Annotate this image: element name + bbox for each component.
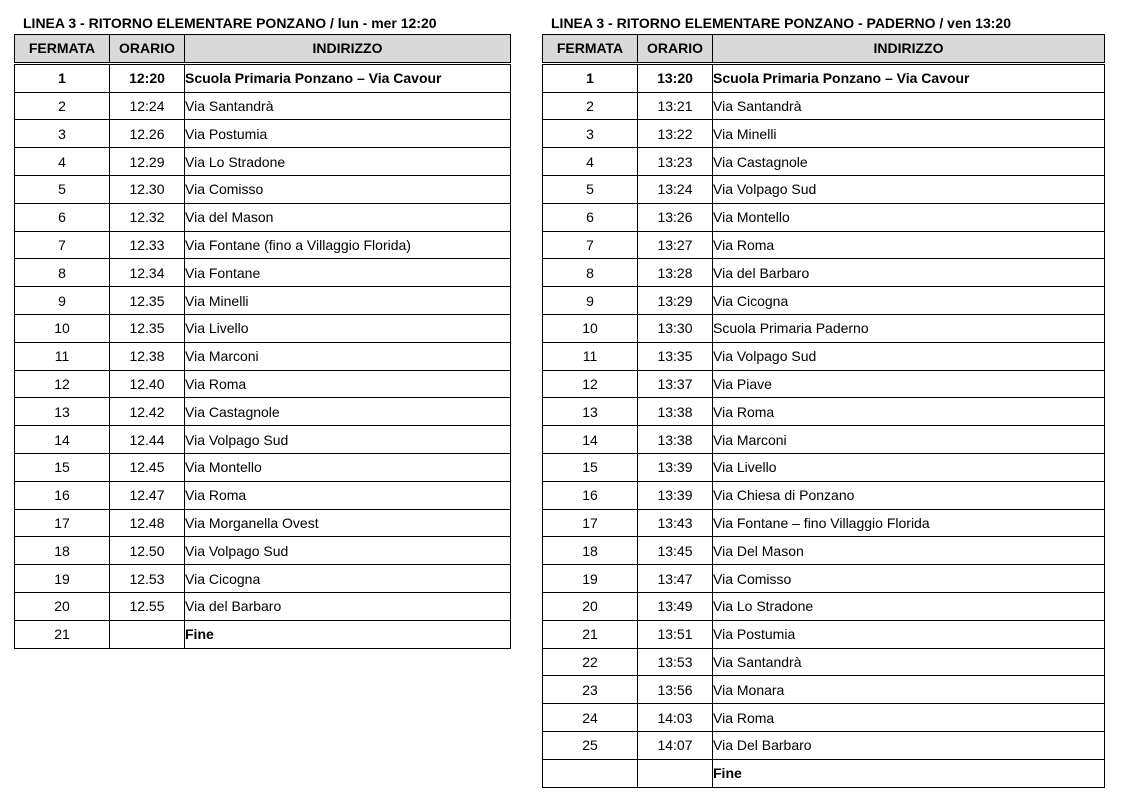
table-row: [15, 537, 511, 565]
stop-time: 12.35: [110, 287, 185, 315]
stop-address: Via Livello: [713, 453, 1105, 481]
stop-time: 13:56: [638, 676, 713, 704]
stop-time: [638, 759, 713, 787]
stop-time: 14:07: [638, 731, 713, 759]
table-row: [543, 287, 1105, 315]
stop-address: Scuola Primaria Ponzano – Via Cavour: [185, 63, 511, 92]
stop-number: 2: [15, 92, 110, 120]
table-row: [543, 592, 1105, 620]
schedule-monday-wednesday: [14, 12, 511, 649]
stop-number: 7: [15, 231, 110, 259]
stop-address: Via Marconi: [713, 426, 1105, 454]
stop-time: 12.33: [110, 231, 185, 259]
stop-address: Via Roma: [713, 231, 1105, 259]
stop-number: 4: [543, 148, 638, 176]
stop-number: 3: [543, 120, 638, 148]
table-row: [15, 426, 511, 454]
table-row: [15, 398, 511, 426]
stop-time: 13:35: [638, 342, 713, 370]
table-row: [15, 63, 511, 92]
stop-time: 13:21: [638, 92, 713, 120]
table-row: [543, 481, 1105, 509]
stop-number: 8: [15, 259, 110, 287]
stop-number: 16: [15, 481, 110, 509]
stop-number: 14: [543, 426, 638, 454]
stop-address: Via del Barbaro: [185, 592, 511, 620]
stop-time: 13:43: [638, 509, 713, 537]
stop-address: Via Volpago Sud: [185, 537, 511, 565]
table-row: [543, 453, 1105, 481]
table-row: [543, 704, 1105, 732]
stop-number: 2: [543, 92, 638, 120]
stop-number: 19: [543, 565, 638, 593]
stop-address: Via Cicogna: [185, 565, 511, 593]
stop-address: Via Minelli: [713, 120, 1105, 148]
stop-number: 14: [15, 426, 110, 454]
stop-number: [543, 759, 638, 787]
table-row: [543, 565, 1105, 593]
header-row: [543, 35, 1105, 64]
table-row: [543, 509, 1105, 537]
table-row: [543, 426, 1105, 454]
stop-number: 1: [543, 63, 638, 92]
table-row: [15, 231, 511, 259]
stop-time: 12.44: [110, 426, 185, 454]
stop-address: Fine: [713, 759, 1105, 787]
stop-time: 12.26: [110, 120, 185, 148]
table-row: [15, 203, 511, 231]
stop-time: 12.30: [110, 175, 185, 203]
stop-number: 9: [15, 287, 110, 315]
stop-address: Via Del Mason: [713, 537, 1105, 565]
stop-time: 13:37: [638, 370, 713, 398]
table-row: [15, 592, 511, 620]
stop-time: 12.35: [110, 314, 185, 342]
table-row: [543, 731, 1105, 759]
stop-number: 7: [543, 231, 638, 259]
stop-address: Via Castagnole: [185, 398, 511, 426]
stop-address: Via Comisso: [713, 565, 1105, 593]
timetable-body: [15, 63, 511, 648]
table-row: [543, 92, 1105, 120]
stop-time: 12.38: [110, 342, 185, 370]
table-row: [543, 175, 1105, 203]
stop-time: 13:39: [638, 481, 713, 509]
stop-address: Via Roma: [713, 398, 1105, 426]
table-row: [15, 148, 511, 176]
schedule-title: LINEA 3 - RITORNO ELEMENTARE PONZANO / lun - mer 12:20: [23, 15, 437, 31]
stop-number: 13: [15, 398, 110, 426]
stop-address: Via Postumia: [185, 120, 511, 148]
table-row: [543, 231, 1105, 259]
stop-number: 18: [543, 537, 638, 565]
stop-time: 13:39: [638, 453, 713, 481]
stop-number: 21: [543, 620, 638, 648]
stop-address: Via Volpago Sud: [713, 175, 1105, 203]
stop-address: Via Santandrà: [713, 648, 1105, 676]
stop-time: 13:26: [638, 203, 713, 231]
column-header-stop: FERMATA: [15, 35, 110, 64]
stop-time: 12.55: [110, 592, 185, 620]
stop-number: 15: [543, 453, 638, 481]
stop-time: 12:24: [110, 92, 185, 120]
stop-time: 13:28: [638, 259, 713, 287]
stop-time: 12.42: [110, 398, 185, 426]
stop-address: Scuola Primaria Paderno: [713, 314, 1105, 342]
stop-time: 13:47: [638, 565, 713, 593]
stop-time: 13:24: [638, 175, 713, 203]
table-row: [15, 342, 511, 370]
stop-time: 12:20: [110, 63, 185, 92]
stop-address: Scuola Primaria Ponzano – Via Cavour: [713, 63, 1105, 92]
table-row: [543, 398, 1105, 426]
stop-number: 12: [543, 370, 638, 398]
stop-number: 16: [543, 481, 638, 509]
table-row: [15, 314, 511, 342]
stop-address: Via Montello: [185, 453, 511, 481]
table-row: [15, 481, 511, 509]
stop-address: Via Montello: [713, 203, 1105, 231]
stop-time: 12.40: [110, 370, 185, 398]
schedule-friday: [542, 12, 1105, 788]
stop-time: 13:23: [638, 148, 713, 176]
stop-time: 13:38: [638, 426, 713, 454]
stop-address: Via Fontane: [185, 259, 511, 287]
stop-address: Via Roma: [185, 370, 511, 398]
timetable: [14, 34, 511, 649]
stop-time: 12.48: [110, 509, 185, 537]
timetable: [542, 34, 1105, 788]
stop-address: Via Volpago Sud: [185, 426, 511, 454]
table-row: [543, 648, 1105, 676]
stop-time: 13:20: [638, 63, 713, 92]
stop-number: 3: [15, 120, 110, 148]
stop-address: Via Volpago Sud: [713, 342, 1105, 370]
stop-time: 12.47: [110, 481, 185, 509]
stop-address: Via Cicogna: [713, 287, 1105, 315]
stop-number: 5: [15, 175, 110, 203]
table-row: [543, 537, 1105, 565]
stop-address: Via Postumia: [713, 620, 1105, 648]
stop-address: Via Chiesa di Ponzano: [713, 481, 1105, 509]
stop-number: 12: [15, 370, 110, 398]
column-header-address: INDIRIZZO: [713, 35, 1105, 64]
stop-address: Via Minelli: [185, 287, 511, 315]
stop-number: 10: [543, 314, 638, 342]
column-header-time: ORARIO: [110, 35, 185, 64]
stop-address: Via Santandrà: [713, 92, 1105, 120]
stop-number: 21: [15, 620, 110, 648]
stop-time: 12.45: [110, 453, 185, 481]
table-row: [543, 63, 1105, 92]
table-row: [15, 287, 511, 315]
stop-number: 23: [543, 676, 638, 704]
stop-time: 14:03: [638, 704, 713, 732]
stop-time: 13:22: [638, 120, 713, 148]
stop-number: 17: [15, 509, 110, 537]
stop-number: 25: [543, 731, 638, 759]
stop-address: Via Morganella Ovest: [185, 509, 511, 537]
stop-address: Via Fontane – fino Villaggio Florida: [713, 509, 1105, 537]
table-row: [15, 259, 511, 287]
stop-number: 13: [543, 398, 638, 426]
stop-time: 12.34: [110, 259, 185, 287]
stop-number: 17: [543, 509, 638, 537]
stop-time: 13:53: [638, 648, 713, 676]
stop-time: 12.53: [110, 565, 185, 593]
stop-number: 5: [543, 175, 638, 203]
stop-address: Via Lo Stradone: [713, 592, 1105, 620]
table-row: [543, 620, 1105, 648]
stop-time: 13:45: [638, 537, 713, 565]
stop-address: Via Lo Stradone: [185, 148, 511, 176]
stop-number: 6: [543, 203, 638, 231]
stop-number: 1: [15, 63, 110, 92]
stop-address: Via Marconi: [185, 342, 511, 370]
table-row: [543, 370, 1105, 398]
stop-time: 12.50: [110, 537, 185, 565]
stop-number: 9: [543, 287, 638, 315]
column-header-address: INDIRIZZO: [185, 35, 511, 64]
table-row: [15, 509, 511, 537]
stop-number: 11: [543, 342, 638, 370]
table-row: [15, 453, 511, 481]
table-row: [543, 314, 1105, 342]
table-row: [543, 342, 1105, 370]
stop-address: Via del Barbaro: [713, 259, 1105, 287]
stop-time: 13:49: [638, 592, 713, 620]
stop-number: 11: [15, 342, 110, 370]
stop-address: Via Comisso: [185, 175, 511, 203]
table-row: [543, 203, 1105, 231]
stop-address: Fine: [185, 620, 511, 648]
column-header-time: ORARIO: [638, 35, 713, 64]
table-row: [15, 565, 511, 593]
stop-number: 24: [543, 704, 638, 732]
stop-number: 6: [15, 203, 110, 231]
stop-address: Via Santandrà: [185, 92, 511, 120]
stop-number: 10: [15, 314, 110, 342]
table-row: [543, 148, 1105, 176]
stop-address: Via Fontane (fino a Villaggio Florida): [185, 231, 511, 259]
stop-time: 12.29: [110, 148, 185, 176]
timetable-body: [543, 63, 1105, 787]
stop-address: Via Piave: [713, 370, 1105, 398]
stop-number: 22: [543, 648, 638, 676]
table-row: [543, 259, 1105, 287]
table-row: [15, 120, 511, 148]
stop-number: 8: [543, 259, 638, 287]
table-row: [543, 759, 1105, 787]
table-row: [15, 620, 511, 648]
stop-time: 13:38: [638, 398, 713, 426]
stop-time: 12.32: [110, 203, 185, 231]
stop-number: 19: [15, 565, 110, 593]
stop-time: [110, 620, 185, 648]
stop-address: Via Roma: [185, 481, 511, 509]
stop-number: 20: [543, 592, 638, 620]
stop-number: 20: [15, 592, 110, 620]
stop-time: 13:29: [638, 287, 713, 315]
schedule-title: LINEA 3 - RITORNO ELEMENTARE PONZANO - PADERNO / ven 13:20: [551, 15, 1011, 31]
table-row: [543, 676, 1105, 704]
stop-time: 13:27: [638, 231, 713, 259]
stop-address: Via Monara: [713, 676, 1105, 704]
stop-number: 15: [15, 453, 110, 481]
stop-number: 18: [15, 537, 110, 565]
stop-number: 4: [15, 148, 110, 176]
table-row: [15, 370, 511, 398]
stop-address: Via Roma: [713, 704, 1105, 732]
stop-time: 13:51: [638, 620, 713, 648]
stop-address: Via del Mason: [185, 203, 511, 231]
stop-address: Via Del Barbaro: [713, 731, 1105, 759]
header-row: [15, 35, 511, 64]
table-row: [15, 92, 511, 120]
stop-address: Via Castagnole: [713, 148, 1105, 176]
stop-time: 13:30: [638, 314, 713, 342]
table-row: [15, 175, 511, 203]
column-header-stop: FERMATA: [543, 35, 638, 64]
stop-address: Via Livello: [185, 314, 511, 342]
table-row: [543, 120, 1105, 148]
